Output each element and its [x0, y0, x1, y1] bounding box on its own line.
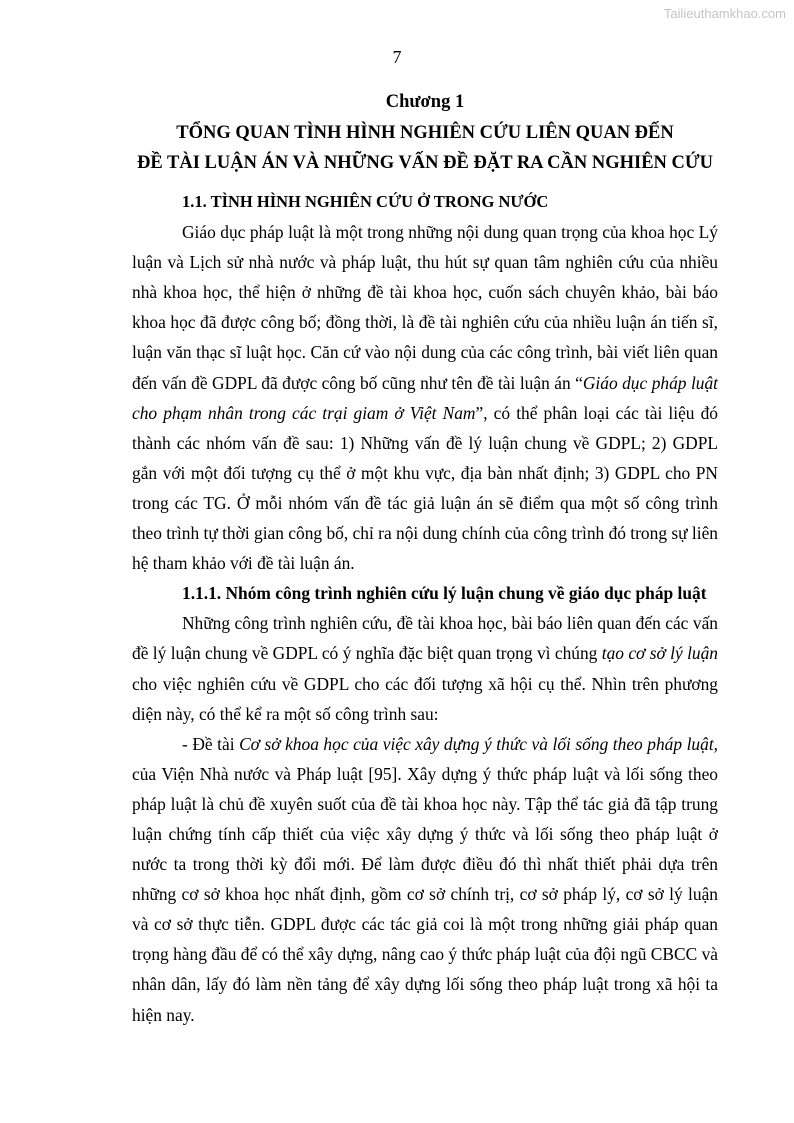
paragraph [132, 608, 718, 728]
text-run: diện này, có thể kể ra một số công trình sau: [132, 703, 439, 724]
text-run: khoa học đã được công bố; đồng thời, là đề tài nghiên cứu của nhiều luận án tiến sĩ, [132, 312, 718, 333]
watermark: Tailieuthamkhao.com [663, 6, 786, 21]
text-run: trong các TG. Ở mỗi nhóm vấn đề tác giả luận án sẽ điểm qua một số công trình [132, 492, 718, 513]
text-line [132, 759, 718, 789]
text-run: cho việc nghiên cứu về GDPL cho các đối tượng xã hội cụ thể. Nhìn trên phương [132, 673, 718, 694]
text-run: luận chứng tính cấp thiết của việc xây dựng ý thức và lối sống theo pháp luật ở [132, 823, 718, 844]
text-run: Giáo dục pháp luật là một trong những nội dung quan trọng của khoa học Lý [182, 222, 718, 243]
chapter-title-line: ĐỀ TÀI LUẬN ÁN VÀ NHỮNG VẤN ĐỀ ĐẶT RA CẦN NGHIÊN CỨU [137, 153, 713, 173]
text-line [132, 819, 718, 849]
page-number: 7 [392, 47, 402, 67]
body-text [132, 187, 718, 1030]
text-line [132, 307, 718, 337]
text-line [132, 488, 718, 518]
text-line [132, 518, 718, 548]
text-line [132, 368, 718, 398]
paragraph [132, 729, 718, 1030]
text-line [132, 669, 718, 699]
text-line [132, 247, 718, 277]
text-run: những cơ sở khoa học nhất định, gồm cơ sở chính trị, cơ sở pháp lý, cơ sở lý luận [132, 884, 718, 905]
italic-text: cho phạm nhân trong các trại giam ở Việt Nam [132, 402, 476, 423]
text-run: ”, có thể phân loại các tài liệu đó [475, 402, 718, 423]
text-run: hệ tham khảo với đề tài luận án. [132, 553, 355, 574]
text-run: nhân dân, lấy đó làm nền tảng để xây dựng lối sống theo pháp luật trong xã hội ta [132, 974, 718, 995]
chapter-label: Chương 1 [385, 92, 465, 112]
text-run: đến vấn đề GDPL đã được công bố cũng như tên đề tài luận án “ [132, 372, 583, 393]
text-run: Những công trình nghiên cứu, đề tài khoa học, bài báo liên quan đến các vấn [182, 613, 718, 634]
text-line [132, 217, 718, 247]
text-run: - Đề tài [182, 733, 240, 754]
italic-text: tạo cơ sở lý luận [601, 643, 718, 664]
text-line [132, 789, 718, 819]
text-run: hiện nay. [132, 1004, 195, 1025]
text-run: luận và Lịch sử nhà nước và pháp luật, thu hút sự quan tâm nghiên cứu của nhiều [132, 252, 718, 273]
text-run: pháp luật là chủ đề xuyên suốt của đề tài khoa học này. Tập thể tác giả đã tập trung [132, 793, 718, 814]
text-line [132, 398, 718, 428]
text-run: đề lý luận chung về GDPL có ý nghĩa đặc biệt quan trọng vì chúng [132, 643, 602, 664]
text-line [132, 277, 718, 307]
paragraph [132, 217, 718, 578]
text-run: luận văn thạc sĩ luật học. Căn cứ vào nội dung của các công trình, bài viết liên quan [132, 342, 718, 363]
text-line [132, 1000, 718, 1030]
text-line [132, 337, 718, 367]
text-run: theo trình tự thời gian công bố, chỉ ra nội dung chính của công trình đó trong sự liên [132, 523, 718, 544]
text-line [132, 548, 718, 578]
text-run: gắn với một đối tượng cụ thể ở một khu vực, địa bàn nhất định; 3) GDPL cho PN [132, 462, 718, 483]
italic-text: Cơ sở khoa học của việc xây dựng ý thức và lối sống theo pháp luật, [239, 733, 719, 754]
text-run: thành các nhóm vấn đề sau: 1) Những vấn đề lý luận chung về GDPL; 2) GDPL [132, 432, 718, 453]
text-line [132, 909, 718, 939]
text-line [132, 849, 718, 879]
text-run: và cơ sở thực tiễn. GDPL được các tác giả coi là một trong những giải pháp quan [132, 914, 718, 935]
text-run: nước ta trong thời kỳ đổi mới. Để làm được điều đó thì nhất thiết phải dựa trên [132, 854, 718, 875]
text-line [132, 699, 718, 729]
text-run: của Viện Nhà nước và Pháp luật [95]. Xây dựng ý thức pháp luật và lối sống theo [132, 763, 718, 784]
text-run: trọng hàng đầu để có thể xây dựng, nâng cao ý thức pháp luật của đội ngũ CBCC và [132, 944, 718, 965]
text-line [132, 939, 718, 969]
italic-text: Giáo dục pháp luật [582, 372, 718, 393]
text-line [132, 608, 718, 638]
text-line [132, 428, 718, 458]
text-line [132, 969, 718, 999]
section-heading: 1.1. TÌNH HÌNH NGHIÊN CỨU Ở TRONG NƯỚC [182, 192, 549, 211]
text-line [132, 638, 718, 668]
text-line [132, 729, 718, 759]
chapter-title-line: TỔNG QUAN TÌNH HÌNH NGHIÊN CỨU LIÊN QUAN ĐẾN [176, 123, 674, 143]
text-line [132, 879, 718, 909]
text-line [132, 458, 718, 488]
section-heading: 1.1.1. Nhóm công trình nghiên cứu lý luận chung về giáo dục pháp luật [182, 583, 707, 604]
text-run: nhà khoa học, thể hiện ở những đề tài khoa học, cuốn sách chuyên khảo, bài báo [132, 282, 718, 303]
chapter-title [100, 118, 750, 178]
